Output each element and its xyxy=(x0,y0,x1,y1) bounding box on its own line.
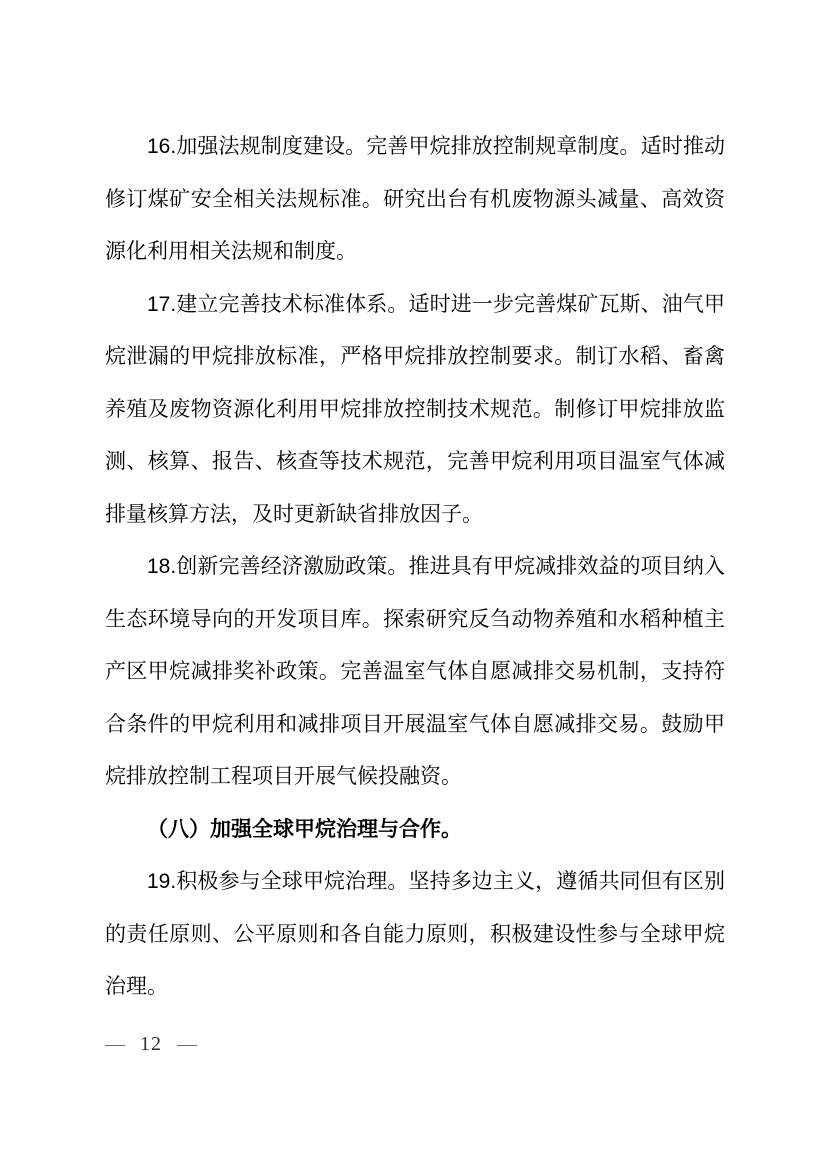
text-line: 合条件的甲烷利用和减排项目开展温室气体自愿减排交易。鼓励甲 xyxy=(105,712,725,736)
paragraph-19 xyxy=(105,856,725,1014)
text-line: 18.创新完善经济激励政策。推进具有甲烷减排效益的项目纳入 xyxy=(147,555,725,578)
page-footer xyxy=(105,1033,197,1055)
text-line: 养殖及废物资源化利用甲烷排放控制技术规范。制修订甲烷排放监 xyxy=(105,397,725,421)
section-heading-8 xyxy=(105,804,725,857)
text-line: 治理。 xyxy=(105,975,168,998)
text-line: 产区甲烷减排奖补政策。完善温室气体自愿减排交易机制，支持符 xyxy=(105,660,725,683)
text-line: 测、核算、报告、核查等技术规范，完善甲烷利用项目温室气体减 xyxy=(105,450,725,473)
text-line: 19.积极参与全球甲烷治理。坚持多边主义，遵循共同但有区别 xyxy=(147,870,725,893)
text-line: 16.加强法规制度建设。完善甲烷排放控制规章制度。适时推动 xyxy=(147,135,725,158)
text-line: 的责任原则、公平原则和各自能力原则，积极建设性参与全球甲烷 xyxy=(105,922,725,946)
text-line: 烷排放控制工程项目开展气候投融资。 xyxy=(105,765,462,788)
text-line: 17.建立完善技术标准体系。适时进一步完善煤矿瓦斯、油气甲 xyxy=(147,292,725,316)
text-line: 生态环境导向的开发项目库。探索研究反刍动物养殖和水稻种植主 xyxy=(105,607,725,631)
document-body xyxy=(105,121,725,1014)
footer-dash-left: — xyxy=(105,1033,125,1055)
page-number: 12 xyxy=(140,1033,162,1055)
text-line: 修订煤矿安全相关法规标准。研究出台有机废物源头减量、高效资 xyxy=(105,187,725,211)
footer-dash-right: — xyxy=(177,1033,197,1055)
text-line: （八）加强全球甲烷治理与合作。 xyxy=(147,817,462,841)
text-line: 源化利用相关法规和制度。 xyxy=(105,240,357,263)
text-line: 烷泄漏的甲烷排放标准，严格甲烷排放控制要求。制订水稻、畜禽 xyxy=(105,345,725,368)
paragraph-17 xyxy=(105,279,725,542)
paragraph-16 xyxy=(105,121,725,279)
text-line: 排量核算方法，及时更新缺省排放因子。 xyxy=(105,502,483,526)
paragraph-18 xyxy=(105,541,725,804)
